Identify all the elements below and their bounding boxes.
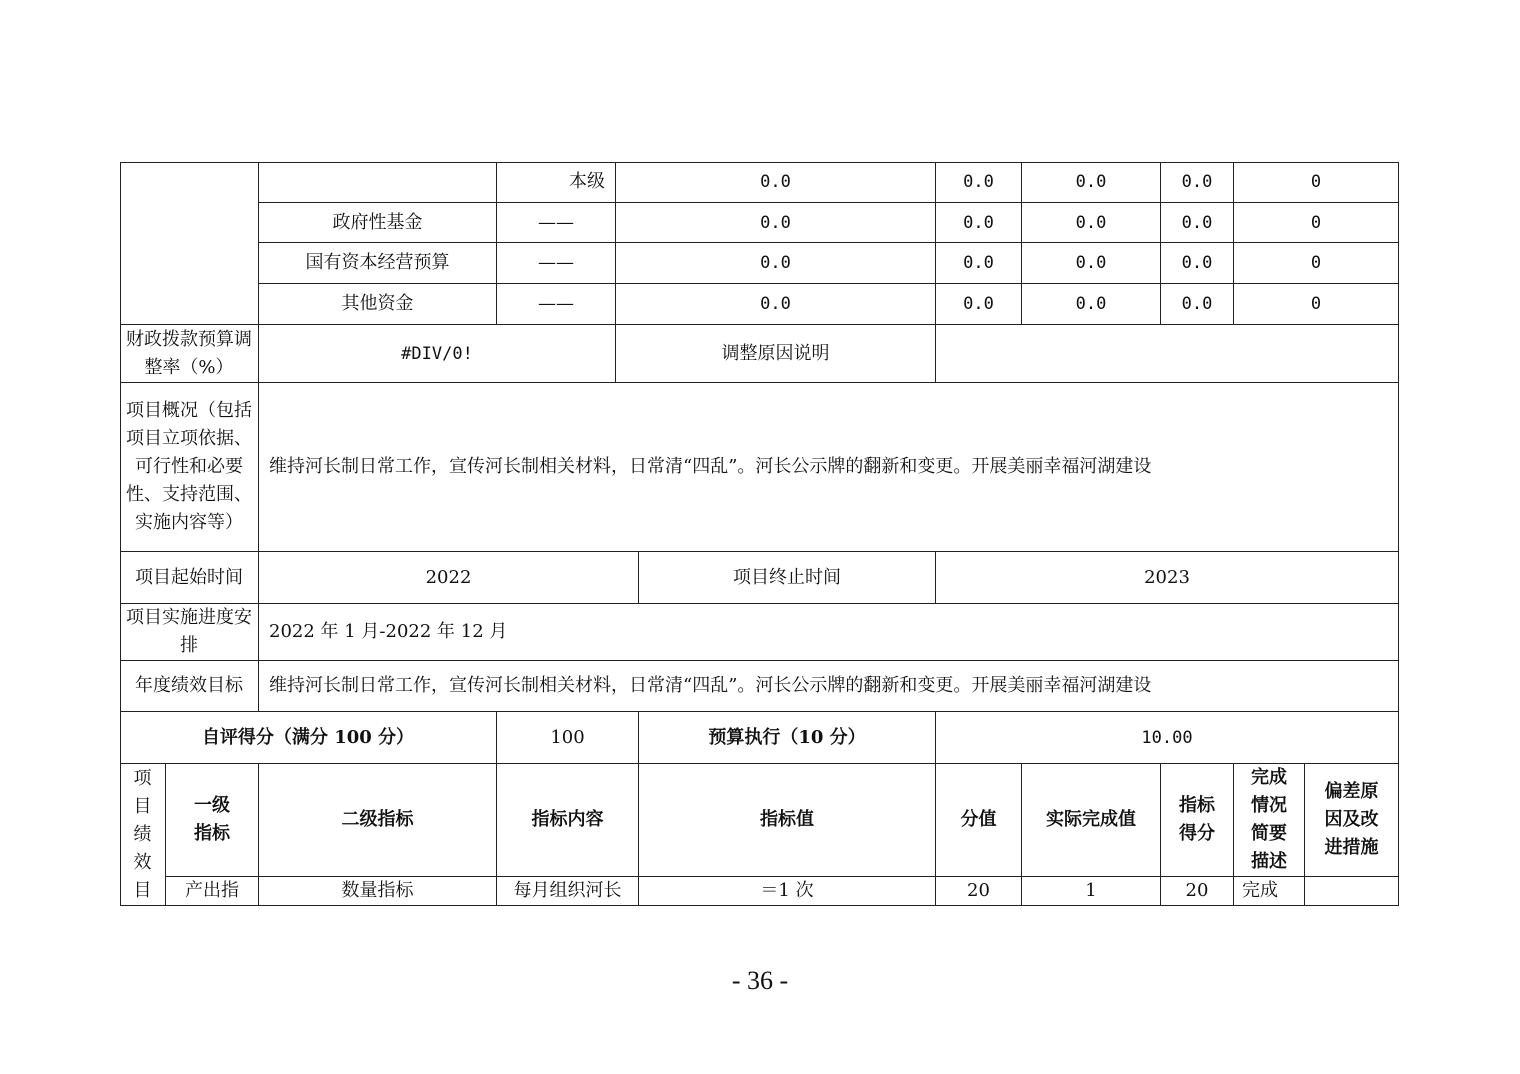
schedule-text: 2022 年 1 月-2022 年 12 月 — [259, 604, 1399, 661]
adjust-reason-value — [936, 325, 1399, 383]
fund-cell: 0.0 — [1161, 203, 1234, 243]
goal-text: 维持河长制日常工作，宣传河长制相关材料，日常清“四乱”。河长公示牌的翻新和变更。开展美丽幸福河湖建设 — [259, 661, 1399, 712]
end-time-label: 项目终止时间 — [639, 552, 936, 604]
fund-cell: 0.0 — [1022, 284, 1161, 325]
indicator-side-label: 项目绩效目 — [120, 764, 166, 906]
start-time-label: 项目起始时间 — [120, 552, 259, 604]
header-value: 指标值 — [639, 764, 936, 877]
fund-sub: —— — [497, 284, 616, 325]
schedule-label: 项目实施进度安排 — [120, 604, 259, 661]
header-points: 分值 — [936, 764, 1022, 877]
fund-cell: 0.0 — [1022, 203, 1161, 243]
fund-cell: 0.0 — [1161, 243, 1234, 284]
row-actual: 1 — [1022, 877, 1161, 906]
fund-cell: 0.0 — [936, 243, 1022, 284]
header-score: 指标得分 — [1161, 764, 1234, 877]
fund-cell: 0.0 — [1022, 243, 1161, 284]
fund-cell: 0.0 — [616, 284, 936, 325]
adjust-reason-label: 调整原因说明 — [616, 325, 936, 383]
fund-sub: —— — [497, 243, 616, 284]
fund-cell: 0.0 — [1022, 162, 1161, 203]
start-time-value: 2022 — [259, 552, 639, 604]
row-level2: 数量指标 — [259, 877, 497, 906]
fund-cell: 0.0 — [1161, 284, 1234, 325]
performance-table — [120, 162, 1399, 906]
budget-exec-value: 10.00 — [936, 712, 1399, 764]
fund-group-label — [120, 162, 259, 325]
self-score-value: 100 — [497, 712, 639, 764]
header-level1: 一级指标 — [166, 764, 259, 877]
fund-cell: 0.0 — [616, 162, 936, 203]
fund-cell: 0 — [1234, 203, 1399, 243]
fund-source: 国有资本经营预算 — [259, 243, 497, 284]
budget-exec-label: 预算执行（10 分） — [639, 712, 936, 764]
header-actual: 实际完成值 — [1022, 764, 1161, 877]
row-score: 20 — [1161, 877, 1234, 906]
fund-cell: 0.0 — [936, 284, 1022, 325]
fund-cell: 0 — [1234, 243, 1399, 284]
fund-cell: 0 — [1234, 284, 1399, 325]
header-content: 指标内容 — [497, 764, 639, 877]
fund-cell: 0.0 — [1161, 162, 1234, 203]
row-desc: 完成 — [1234, 877, 1305, 906]
header-reason: 偏差原因及改进措施 — [1305, 764, 1399, 877]
fund-sub: —— — [497, 203, 616, 243]
fund-cell: 0.0 — [936, 203, 1022, 243]
fund-source: 其他资金 — [259, 284, 497, 325]
fund-cell: 0.0 — [616, 243, 936, 284]
adjust-rate-value: #DIV/0! — [259, 325, 616, 383]
row-points: 20 — [936, 877, 1022, 906]
fund-source: 政府性基金 — [259, 203, 497, 243]
overview-label: 项目概况（包括项目立项依据、可行性和必要性、支持范围、实施内容等） — [120, 383, 259, 552]
fund-sub: 本级 — [497, 162, 616, 203]
adjust-rate-label: 财政拨款预算调整率（%） — [120, 325, 259, 383]
row-content: 每月组织河长 — [497, 877, 639, 906]
row-value: ＝1 次 — [639, 877, 936, 906]
row-reason — [1305, 877, 1399, 906]
header-level2: 二级指标 — [259, 764, 497, 877]
fund-cell: 0 — [1234, 162, 1399, 203]
header-desc: 完成情况简要描述 — [1234, 764, 1305, 877]
overview-text: 维持河长制日常工作，宣传河长制相关材料，日常清“四乱”。河长公示牌的翻新和变更。开展美丽幸福河湖建设 — [259, 383, 1399, 552]
fund-cell: 0.0 — [616, 203, 936, 243]
end-time-value: 2023 — [936, 552, 1399, 604]
page-number: - 36 - — [731, 966, 789, 995]
self-score-label: 自评得分（满分 100 分） — [120, 712, 497, 764]
goal-label: 年度绩效目标 — [120, 661, 259, 712]
row-level1: 产出指 — [166, 877, 259, 906]
fund-cell: 0.0 — [936, 162, 1022, 203]
fund-source — [259, 162, 497, 203]
